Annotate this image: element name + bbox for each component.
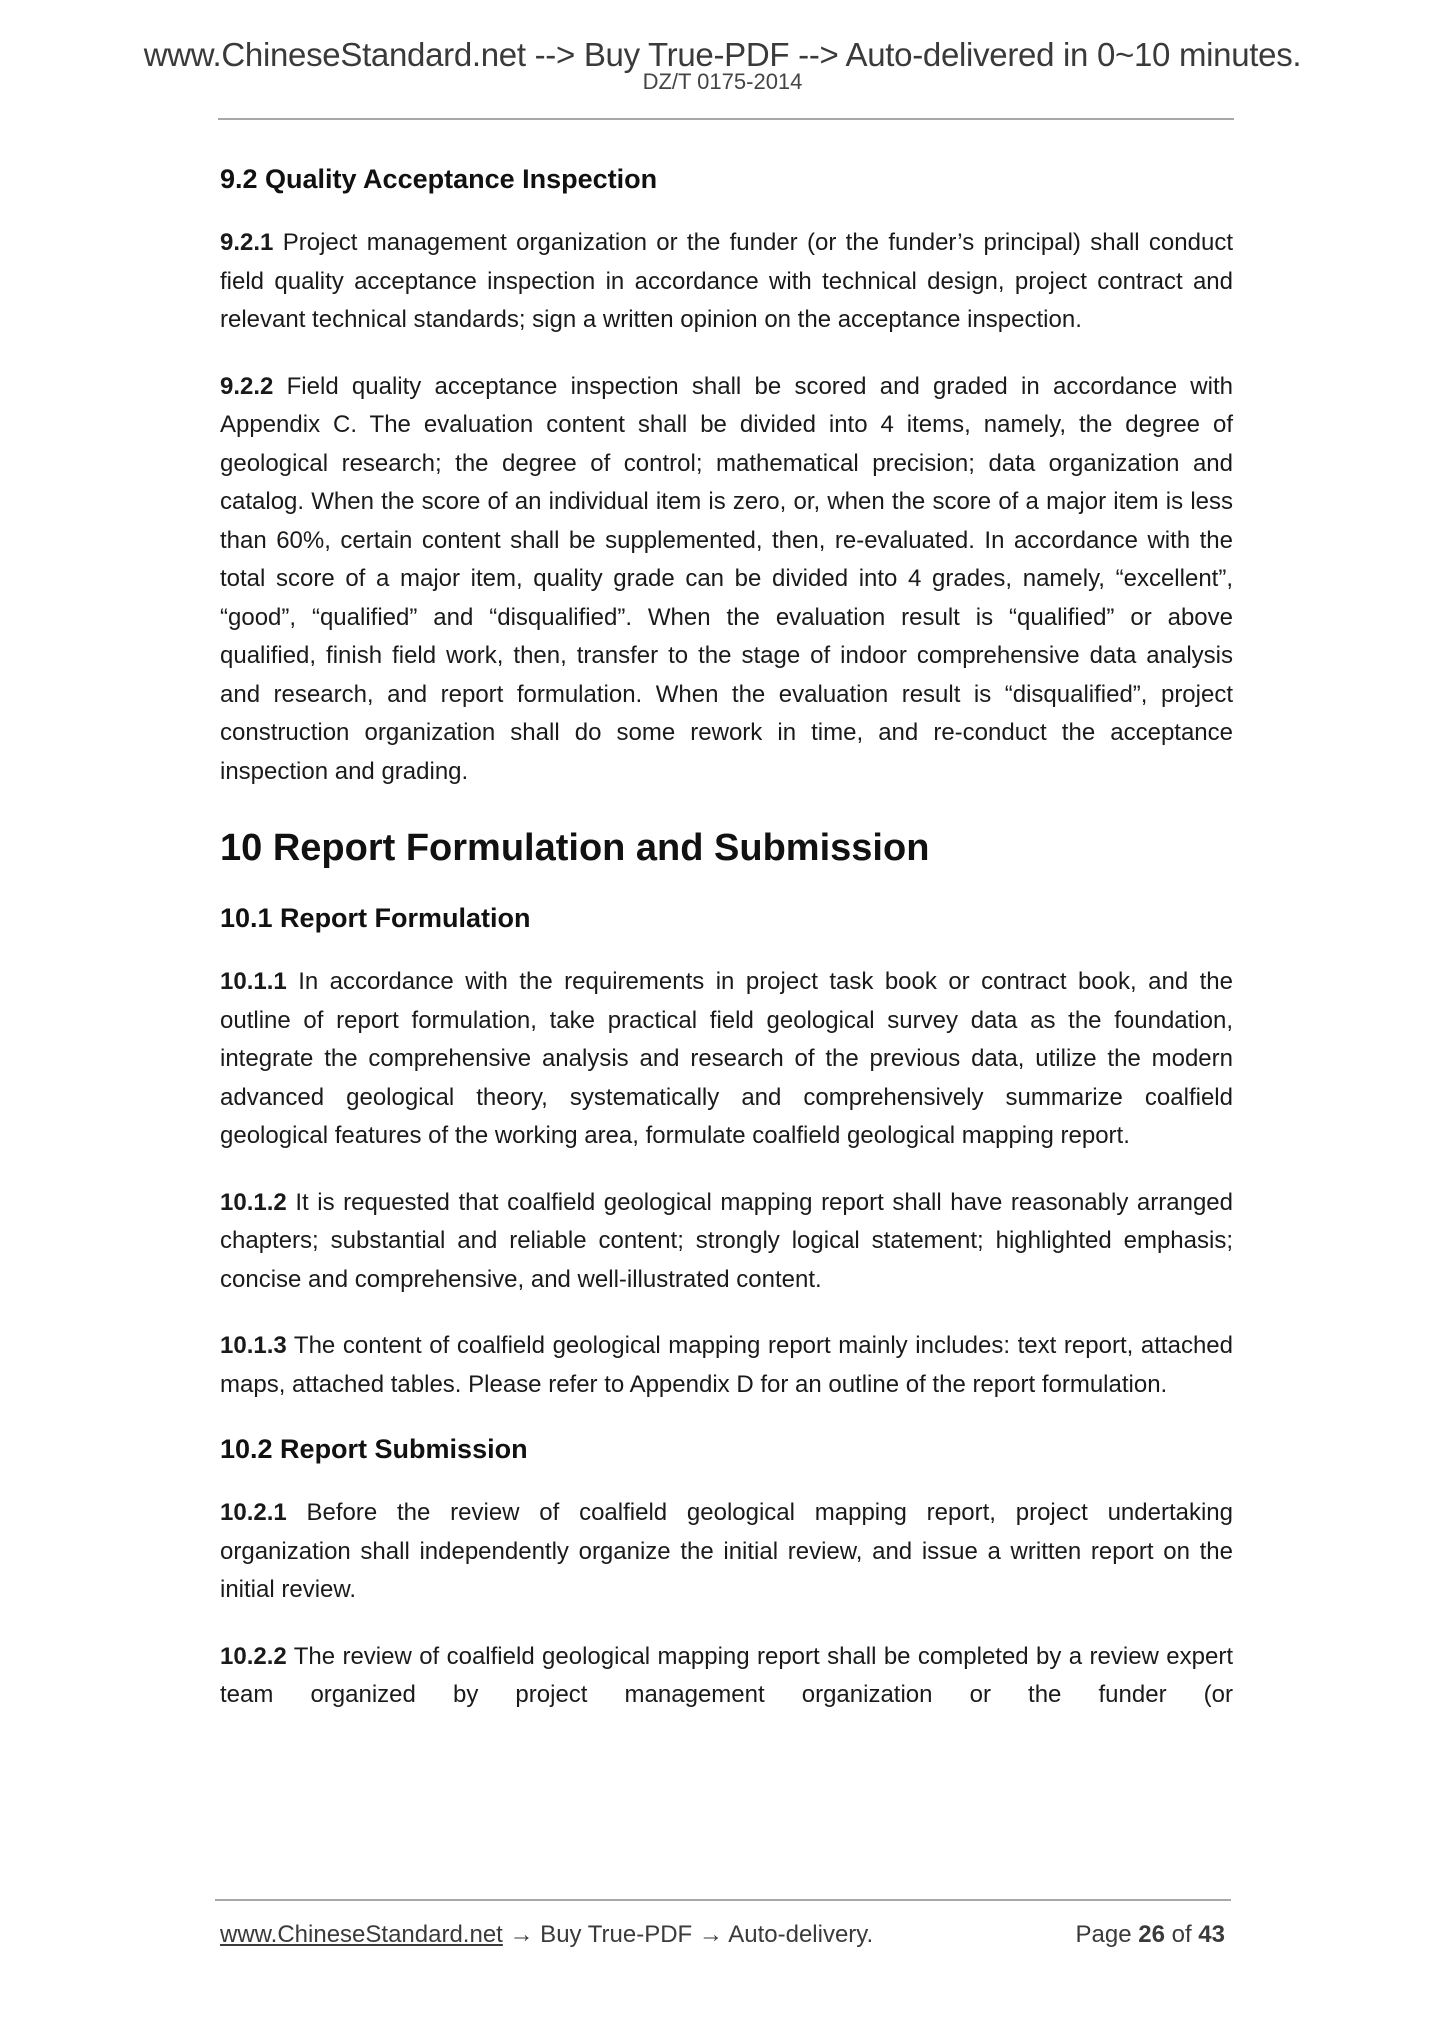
page-indicator: [1076, 1918, 1226, 1952]
clause-text: Project management organization or the funder (or the funder’s principal) shall conduct field quality acceptance inspection in accordance with technical design, project contract and relevant technical standards; sign a written opinion on the acceptance inspection.: [220, 229, 1233, 333]
page-current: 26: [1138, 1921, 1165, 1948]
clause-number: 10.1.3: [220, 1332, 287, 1359]
clause-10-1-1: [220, 963, 1233, 1156]
clause-text: The content of coalfield geological mapping report mainly includes: text report, attached maps, attached tables. Please refer to Appendix D for an outline of the report formulation.: [220, 1332, 1233, 1398]
section-heading-10-1: 10.1 Report Formulation: [220, 903, 531, 933]
header-divider: [218, 118, 1234, 120]
chapter-heading-10: 10 Report Formulation and Submission: [220, 827, 930, 869]
clause-9-2-2: [220, 368, 1233, 792]
top-banner: www.ChineseStandard.net --> Buy True-PDF --> Auto-delivered in 0~10 minutes.: [143, 36, 1302, 73]
footer-left: [220, 1918, 873, 1952]
clause-10-1-3: [220, 1327, 1233, 1404]
page-label: Page: [1075, 1921, 1132, 1948]
section-heading-9-2: 9.2 Quality Acceptance Inspection: [220, 164, 658, 194]
clause-9-2-1: [220, 224, 1233, 340]
clause-10-2-1: [220, 1494, 1233, 1610]
page-total: 43: [1198, 1921, 1225, 1948]
page-content: [220, 162, 1233, 1715]
clause-number: 9.2.2: [220, 372, 274, 400]
footer-tagline: → Buy True-PDF → Auto-delivery.: [502, 1921, 874, 1948]
document-code: DZ/T 0175-2014: [642, 69, 803, 94]
clause-text: Before the review of coalfield geological mapping report, project undertaking organization shall independently organize the initial review, and issue a written report on the initial review.: [220, 1499, 1233, 1603]
clause-number: 10.1.1: [220, 968, 287, 995]
clause-10-1-2: [220, 1184, 1233, 1300]
clause-number: 9.2.1: [220, 229, 274, 256]
clause-text: It is requested that coalfield geological mapping report shall have reasonably arranged chapters; substantial and reliable content; strongly logical statement; highlighted emphasis; concise and comprehensive, and well-illustrated content.: [220, 1188, 1233, 1293]
footer-divider: [215, 1899, 1231, 1901]
clause-number: 10.2.1: [220, 1499, 287, 1526]
clause-text: Field quality acceptance inspection shall be scored and graded in accordance with Appendix C. The evaluation content shall be divided into 4 items, namely, the degree of geological research; the degree of control; mathematical precision; data organization and catalog. When the score of an individual item is zero, or, when the score of a major item is less than 60%, certain content shall be supplemented, then, re-evaluated. In accordance with the total score of a major item, quality grade can be divided into 4 grades, namely, “excellent”, “good”, “qualified” and “disqualified”. When the evaluation result is “qualified” or above qualified, finish field work, then, transfer to the stage of indoor comprehensive data analysis and research, and report formulation. When the evaluation result is “disqualified”, project construction organization shall do some rework in time, and re-conduct the acceptance inspection and grading.: [220, 372, 1233, 785]
footer-site-link[interactable]: www.ChineseStandard.net: [220, 1921, 503, 1948]
clause-number: 10.1.2: [220, 1188, 287, 1216]
clause-text: In accordance with the requirements in project task book or contract book, and the outline of report formulation, take practical field geological survey data as the foundation, integrate the comprehensive analysis and research of the previous data, utilize the modern advanced geological theory, systematically and comprehensively summarize coalfield geological features of the working area, formulate coalfield geological mapping report.: [220, 968, 1233, 1149]
of-label: of: [1171, 1921, 1192, 1948]
clause-10-2-2: [220, 1638, 1233, 1715]
page-footer: [220, 1918, 1233, 1952]
clause-number: 10.2.2: [220, 1642, 287, 1670]
section-heading-10-2: 10.2 Report Submission: [220, 1434, 528, 1464]
clause-text: The review of coalfield geological mapping report shall be completed by a review expert team organized by project management organization or the funder (or: [220, 1642, 1233, 1708]
